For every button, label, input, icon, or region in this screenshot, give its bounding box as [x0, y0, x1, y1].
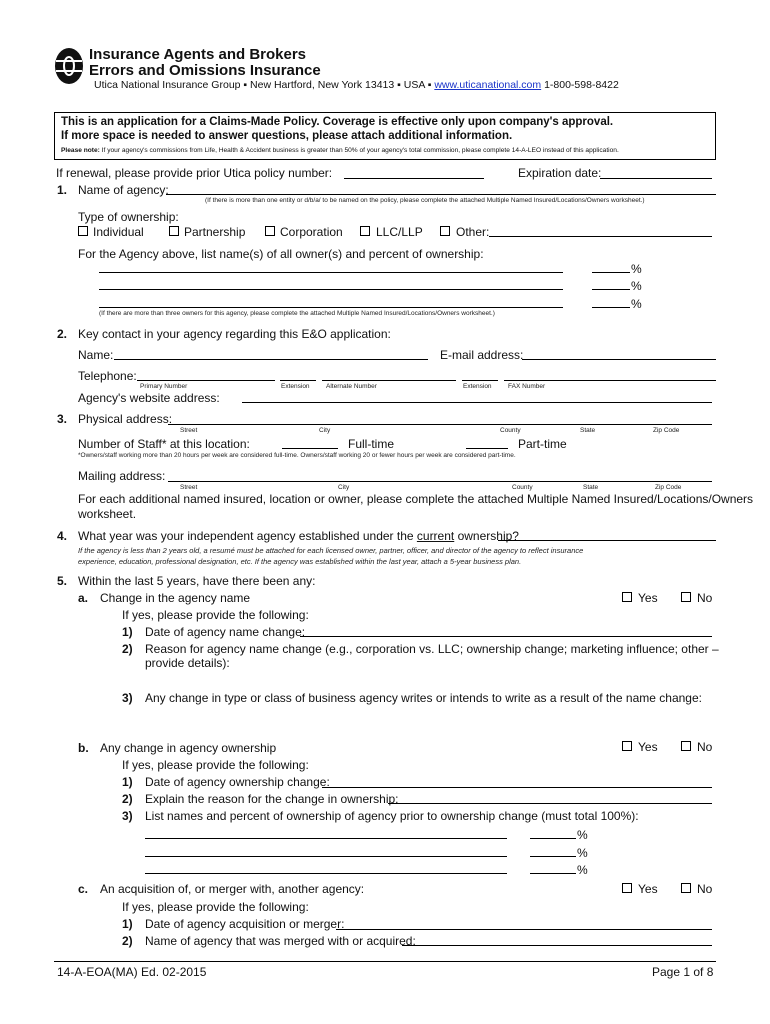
- notice-box: [54, 112, 716, 160]
- county-caption: County: [512, 484, 533, 491]
- owner-name-field-3[interactable]: [99, 307, 563, 308]
- page-number: Page 1 of 8: [652, 965, 714, 979]
- extension-caption-1: Extension: [281, 383, 310, 390]
- item-number: 2): [122, 934, 133, 948]
- no-label: No: [697, 740, 713, 754]
- pct-sign: %: [577, 863, 588, 877]
- ownership-change-reason-field[interactable]: [388, 803, 712, 804]
- fulltime-field[interactable]: [282, 448, 338, 449]
- q5b-item1-label: Date of agency ownership change:: [145, 775, 330, 789]
- no-label: No: [697, 882, 713, 896]
- item-number: 3): [122, 691, 133, 705]
- state-caption: State: [583, 484, 599, 491]
- acquisition-date-field[interactable]: [336, 929, 712, 930]
- extension-field-1[interactable]: [280, 380, 316, 381]
- item-number: 1): [122, 625, 133, 639]
- contact-name-field[interactable]: [114, 359, 428, 360]
- corporation-checkbox[interactable]: [265, 226, 275, 236]
- physical-address-field[interactable]: [168, 424, 712, 425]
- zip-caption: Zip Code: [653, 427, 680, 434]
- owner-pct-field-1[interactable]: [592, 272, 630, 273]
- notice-line-2: If more space is needed to answer questions, please attach additional information.: [61, 130, 513, 142]
- city-caption: City: [319, 427, 331, 434]
- q1-number: 1.: [57, 183, 68, 197]
- q4-note-1: If the agency is less than 2 years old, a resumé must be attached for each licensed owner, partner, officer, and director of the agency to reflect insurance: [78, 546, 584, 555]
- item-number: 2): [122, 792, 133, 806]
- q5c-no-checkbox[interactable]: [681, 883, 691, 893]
- q5a-item3-label: Any change in type or class of business agency writes or intends to write as a result of the name change:: [145, 691, 702, 705]
- merged-agency-name-field[interactable]: [402, 945, 712, 946]
- owner-pct-field-3[interactable]: [592, 307, 630, 308]
- fax-caption: FAX Number: [508, 383, 546, 390]
- notice-note: Please note: If your agency's commissions from Life, Health & Accident business is greater than 50% of your agency's total commission, please complete 14-A-LEO instead of this application.: [61, 147, 619, 154]
- pct-sign: %: [631, 297, 642, 311]
- q5a-yes-checkbox[interactable]: [622, 592, 632, 602]
- year-established-field[interactable]: [498, 540, 716, 541]
- q5c-label: An acquisition of, or merger with, another agency:: [100, 882, 365, 896]
- zip-caption: Zip Code: [655, 484, 682, 491]
- owner-name-field-2[interactable]: [99, 289, 563, 290]
- prior-owner-pct-field-2[interactable]: [530, 856, 576, 857]
- other-checkbox[interactable]: [440, 226, 450, 236]
- yes-label: Yes: [638, 591, 658, 605]
- name-change-date-field[interactable]: [300, 636, 712, 637]
- parttime-label: Part-time: [518, 437, 567, 451]
- no-label: No: [697, 591, 713, 605]
- q4-label: What year was your independent agency established under the current ownership?: [78, 529, 519, 543]
- prior-owner-name-field-3[interactable]: [145, 873, 507, 874]
- prior-owner-pct-field-3[interactable]: [530, 873, 576, 874]
- key-contact-label: Key contact in your agency regarding this E&O application:: [78, 327, 391, 341]
- q5c-letter: c.: [78, 882, 89, 896]
- pct-sign: %: [577, 828, 588, 842]
- fax-field[interactable]: [504, 380, 716, 381]
- parttime-field[interactable]: [466, 448, 508, 449]
- street-caption: Street: [180, 484, 198, 491]
- if-yes-text: If yes, please provide the following:: [122, 758, 309, 772]
- pct-sign: %: [631, 262, 642, 276]
- agency-name-label: Name of agency:: [78, 183, 169, 197]
- email-label: E-mail address:: [440, 348, 524, 362]
- primary-caption: Primary Number: [140, 383, 188, 390]
- partnership-checkbox[interactable]: [169, 226, 179, 236]
- primary-phone-field[interactable]: [137, 380, 275, 381]
- staff-label: Number of Staff* at this location:: [78, 437, 250, 451]
- llc-llp-checkbox[interactable]: [360, 226, 370, 236]
- form-number: 14-A-EOA(MA) Ed. 02-2015: [57, 965, 207, 979]
- renewal-policy-field[interactable]: [344, 178, 484, 179]
- other-label: Other:: [456, 225, 490, 239]
- q5b-item2-label: Explain the reason for the change in ownership:: [145, 792, 399, 806]
- telephone-label: Telephone:: [78, 369, 137, 383]
- city-caption: City: [338, 484, 350, 491]
- partnership-label: Partnership: [184, 225, 246, 239]
- q5c-item2-label: Name of agency that was merged with or acquired:: [145, 934, 416, 948]
- agency-website-field[interactable]: [242, 402, 712, 403]
- individual-label: Individual: [93, 225, 144, 239]
- q5a-item2-label: Reason for agency name change (e.g., corporation vs. LLC; ownership change; marketing influence; other –: [145, 642, 719, 656]
- expiration-label: Expiration date:: [518, 166, 602, 180]
- header-title-1: Insurance Agents and Brokers: [89, 46, 307, 63]
- ownership-label: Type of ownership:: [78, 210, 179, 224]
- pct-sign: %: [631, 279, 642, 293]
- physical-address-label: Physical address:: [78, 412, 173, 426]
- item-number: 1): [122, 775, 133, 789]
- q5b-letter: b.: [78, 741, 89, 755]
- additional-text-1: For each additional named insured, location or owner, please complete the attached Multiple Named Insured/Locations/Owners: [78, 492, 754, 506]
- extension-field-2[interactable]: [462, 380, 498, 381]
- footer-rule: [54, 961, 716, 962]
- prior-owner-name-field-2[interactable]: [145, 856, 507, 857]
- owners-label: For the Agency above, list name(s) of all owner(s) and percent of ownership:: [78, 247, 484, 261]
- owners-note: (If there are more than three owners for this agency, please complete the attached Multiple Named Insured/Locations/Owners worksheet.): [99, 310, 495, 317]
- prior-owner-pct-field-1[interactable]: [530, 838, 576, 839]
- contact-name-label: Name:: [78, 348, 114, 362]
- q5b-label: Any change in agency ownership: [100, 741, 277, 755]
- q5a-item2-label-cont: provide details):: [145, 656, 230, 670]
- staff-note: *Owners/staff working more than 20 hours per week are considered full-time. Owners/staff working 20 or fewer hours per week are considered part-time.: [78, 452, 516, 459]
- expiration-field[interactable]: [600, 178, 712, 179]
- q5b-no-checkbox[interactable]: [681, 741, 691, 751]
- agency-website-label: Agency's website address:: [78, 391, 220, 405]
- q5-number: 5.: [57, 574, 68, 588]
- q4-note-2: experience, education, professional designation, etc. If the agency was established within the last year, attach a 5-year business plan.: [78, 557, 522, 566]
- state-caption: State: [580, 427, 596, 434]
- q5c-item1-label: Date of agency acquisition or merger:: [145, 917, 345, 931]
- q3-number: 3.: [57, 412, 68, 426]
- header-company: Utica National Insurance Group ▪ New Hartford, New York 13413 ▪ USA ▪ www.uticanational.com 1-800-598-8422: [94, 79, 619, 91]
- alternate-caption: Alternate Number: [326, 383, 377, 390]
- mailing-address-field[interactable]: [168, 481, 712, 482]
- q5c-yes-checkbox[interactable]: [622, 883, 632, 893]
- q2-number: 2.: [57, 327, 68, 341]
- item-number: 1): [122, 917, 133, 931]
- website-link[interactable]: www.uticanational.com: [434, 79, 542, 91]
- other-field[interactable]: [489, 236, 712, 237]
- q5a-letter: a.: [78, 591, 89, 605]
- owner-name-field-1[interactable]: [99, 272, 563, 273]
- q5b-item3-label: List names and percent of ownership of agency prior to ownership change (must total 100%):: [145, 809, 639, 823]
- agency-name-field[interactable]: [166, 194, 716, 195]
- county-caption: County: [500, 427, 521, 434]
- yes-label: Yes: [638, 882, 658, 896]
- email-field[interactable]: [522, 359, 716, 360]
- if-yes-text: If yes, please provide the following:: [122, 608, 309, 622]
- mailing-address-label: Mailing address:: [78, 469, 166, 483]
- owner-pct-field-2[interactable]: [592, 289, 630, 290]
- corporation-label: Corporation: [280, 225, 343, 239]
- fulltime-label: Full-time: [348, 437, 395, 451]
- q5b-yes-checkbox[interactable]: [622, 741, 632, 751]
- notice-line-1: This is an application for a Claims-Made Policy. Coverage is effective only upon company's approval.: [61, 116, 614, 128]
- if-yes-text: If yes, please provide the following:: [122, 900, 309, 914]
- alternate-phone-field[interactable]: [322, 380, 456, 381]
- q5a-item1-label: Date of agency name change:: [145, 625, 306, 639]
- agency-name-note: (If there is more than one entity or d/b/a/ to be named on the policy, please complete the attached Multiple Named Insured/Locations/Owners worksheet.): [205, 197, 645, 204]
- individual-checkbox[interactable]: [78, 226, 88, 236]
- q5a-label: Change in the agency name: [100, 591, 251, 605]
- prior-owner-name-field-1[interactable]: [145, 838, 507, 839]
- llc-llp-label: LLC/LLP: [376, 225, 423, 239]
- pct-sign: %: [577, 846, 588, 860]
- extension-caption-2: Extension: [463, 383, 492, 390]
- company-logo: [54, 47, 84, 85]
- renewal-label: If renewal, please provide prior Utica policy number:: [56, 166, 333, 180]
- q4-number: 4.: [57, 529, 68, 543]
- additional-text-2: worksheet.: [78, 507, 137, 521]
- ownership-change-date-field[interactable]: [322, 787, 712, 788]
- item-number: 3): [122, 809, 133, 823]
- q5-label: Within the last 5 years, have there been any:: [78, 574, 316, 588]
- street-caption: Street: [180, 427, 198, 434]
- q5a-no-checkbox[interactable]: [681, 592, 691, 602]
- item-number: 2): [122, 642, 133, 656]
- yes-label: Yes: [638, 740, 658, 754]
- header-title-2: Errors and Omissions Insurance: [89, 62, 321, 79]
